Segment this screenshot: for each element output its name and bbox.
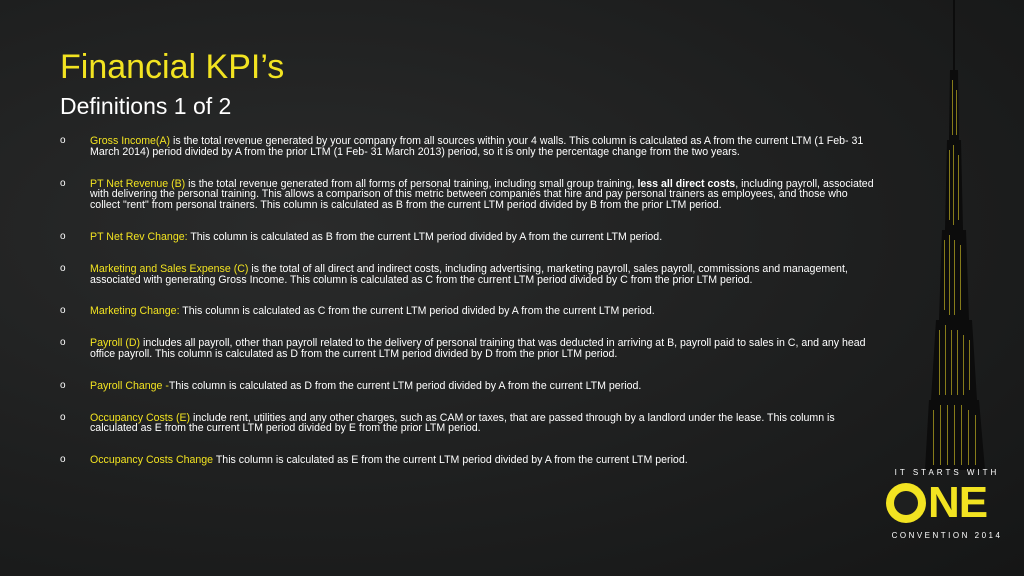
logo-mark bbox=[884, 478, 1010, 528]
list-item-marketing-change bbox=[60, 306, 875, 317]
bullet-marker: o bbox=[60, 305, 66, 317]
list-item-pt-net-revenue bbox=[60, 179, 875, 211]
list-item-gross-income bbox=[60, 136, 875, 158]
bullet-marker: o bbox=[60, 262, 66, 274]
list-item-payroll bbox=[60, 338, 875, 360]
bullet-marker: o bbox=[60, 379, 66, 391]
bullet-marker: o bbox=[60, 177, 66, 189]
term-label: Occupancy Costs (E) bbox=[90, 411, 191, 424]
list-item-payroll-change bbox=[60, 381, 875, 392]
convention-logo bbox=[884, 468, 1010, 544]
term-label: Gross Income(A) bbox=[90, 135, 171, 147]
definition-text: includes all payroll, other than payroll related to the delivery of personal training that was deducted in arriving at B, payroll paid to sales in C, and any head office payroll. This column is calculated as D from the current LTM period divided by D from the prior LTM period. bbox=[90, 337, 866, 360]
definition-text: is the total revenue generated by your company from all sources within your 4 walls. This column is calculated as A from the current LTM (1 Feb- 31 March 2014) period divided by A from the prior LTM (1 Feb- 31 March 2013) period, so it is only the percentage change from the two years. bbox=[90, 135, 864, 158]
logo-main-text: NE bbox=[928, 478, 988, 527]
gym-badge-icon bbox=[886, 483, 926, 523]
definition-text: This column is calculated as E from the current LTM period divided by A from the current LTM period. bbox=[213, 454, 688, 467]
definition-text: , including payroll, associated with delivering the personal training. This allows a comparison of this metric between companies that hire and pay personal trainers as employees, and those who collect "rent" from personal trainers. This column is calculated as B from the current LTM period divided by B from the prior LTM period. bbox=[90, 177, 874, 212]
list-item-occupancy-costs-change bbox=[60, 455, 875, 466]
definitions-list bbox=[60, 136, 875, 466]
logo-tagline: IT STARTS WITH bbox=[894, 468, 1000, 477]
bullet-marker: o bbox=[60, 337, 66, 349]
definition-text: is the total revenue generated from all forms of personal training, including small group training, bbox=[185, 177, 638, 190]
bullet-marker: o bbox=[60, 230, 66, 242]
definition-text: This column is calculated as C from the current LTM period divided by A from the current LTM period. bbox=[179, 305, 655, 318]
definition-bold-text: less all direct costs bbox=[637, 177, 736, 190]
bullet-marker: o bbox=[60, 454, 66, 466]
definition-text: is the total of all direct and indirect costs, including advertising, marketing payroll, sales payroll, commissions and management, associated with generating Gross Income. This column is calculated as C from the current LTM period divided by C from the prior LTM period. bbox=[90, 262, 848, 286]
definition-text: include rent, utilities and any other charges, such as CAM or taxes, that are passed through by a landlord under the lease. This column is calculated as E from the current LTM period divided by E from the prior LTM period. bbox=[90, 411, 835, 435]
definition-text: This column is calculated as B from the current LTM period divided by A from the current LTM period. bbox=[187, 230, 663, 243]
logo-convention-text: CONVENTION 2014 bbox=[891, 531, 1003, 540]
list-item-marketing-sales-expense bbox=[60, 264, 875, 286]
bullet-marker: o bbox=[60, 411, 66, 423]
definition-text: This column is calculated as D from the current LTM period divided by A from the current LTM period. bbox=[168, 379, 642, 392]
term-label: Marketing and Sales Expense (C) bbox=[90, 262, 249, 275]
slide-subtitle: Definitions 1 of 2 bbox=[60, 93, 232, 119]
list-item-occupancy-costs bbox=[60, 413, 875, 435]
term-label: PT Net Revenue (B) bbox=[90, 177, 186, 190]
term-label: PT Net Rev Change: bbox=[90, 230, 188, 243]
tower-illustration bbox=[925, 0, 985, 470]
list-item-pt-net-rev-change bbox=[60, 232, 875, 243]
term-label: Payroll (D) bbox=[90, 337, 141, 350]
term-label: Occupancy Costs Change bbox=[90, 454, 214, 467]
term-label: Payroll Change - bbox=[90, 379, 169, 392]
term-label: Marketing Change: bbox=[90, 305, 180, 318]
slide-title: Financial KPI’s bbox=[60, 48, 285, 86]
bullet-marker: o bbox=[60, 135, 66, 146]
